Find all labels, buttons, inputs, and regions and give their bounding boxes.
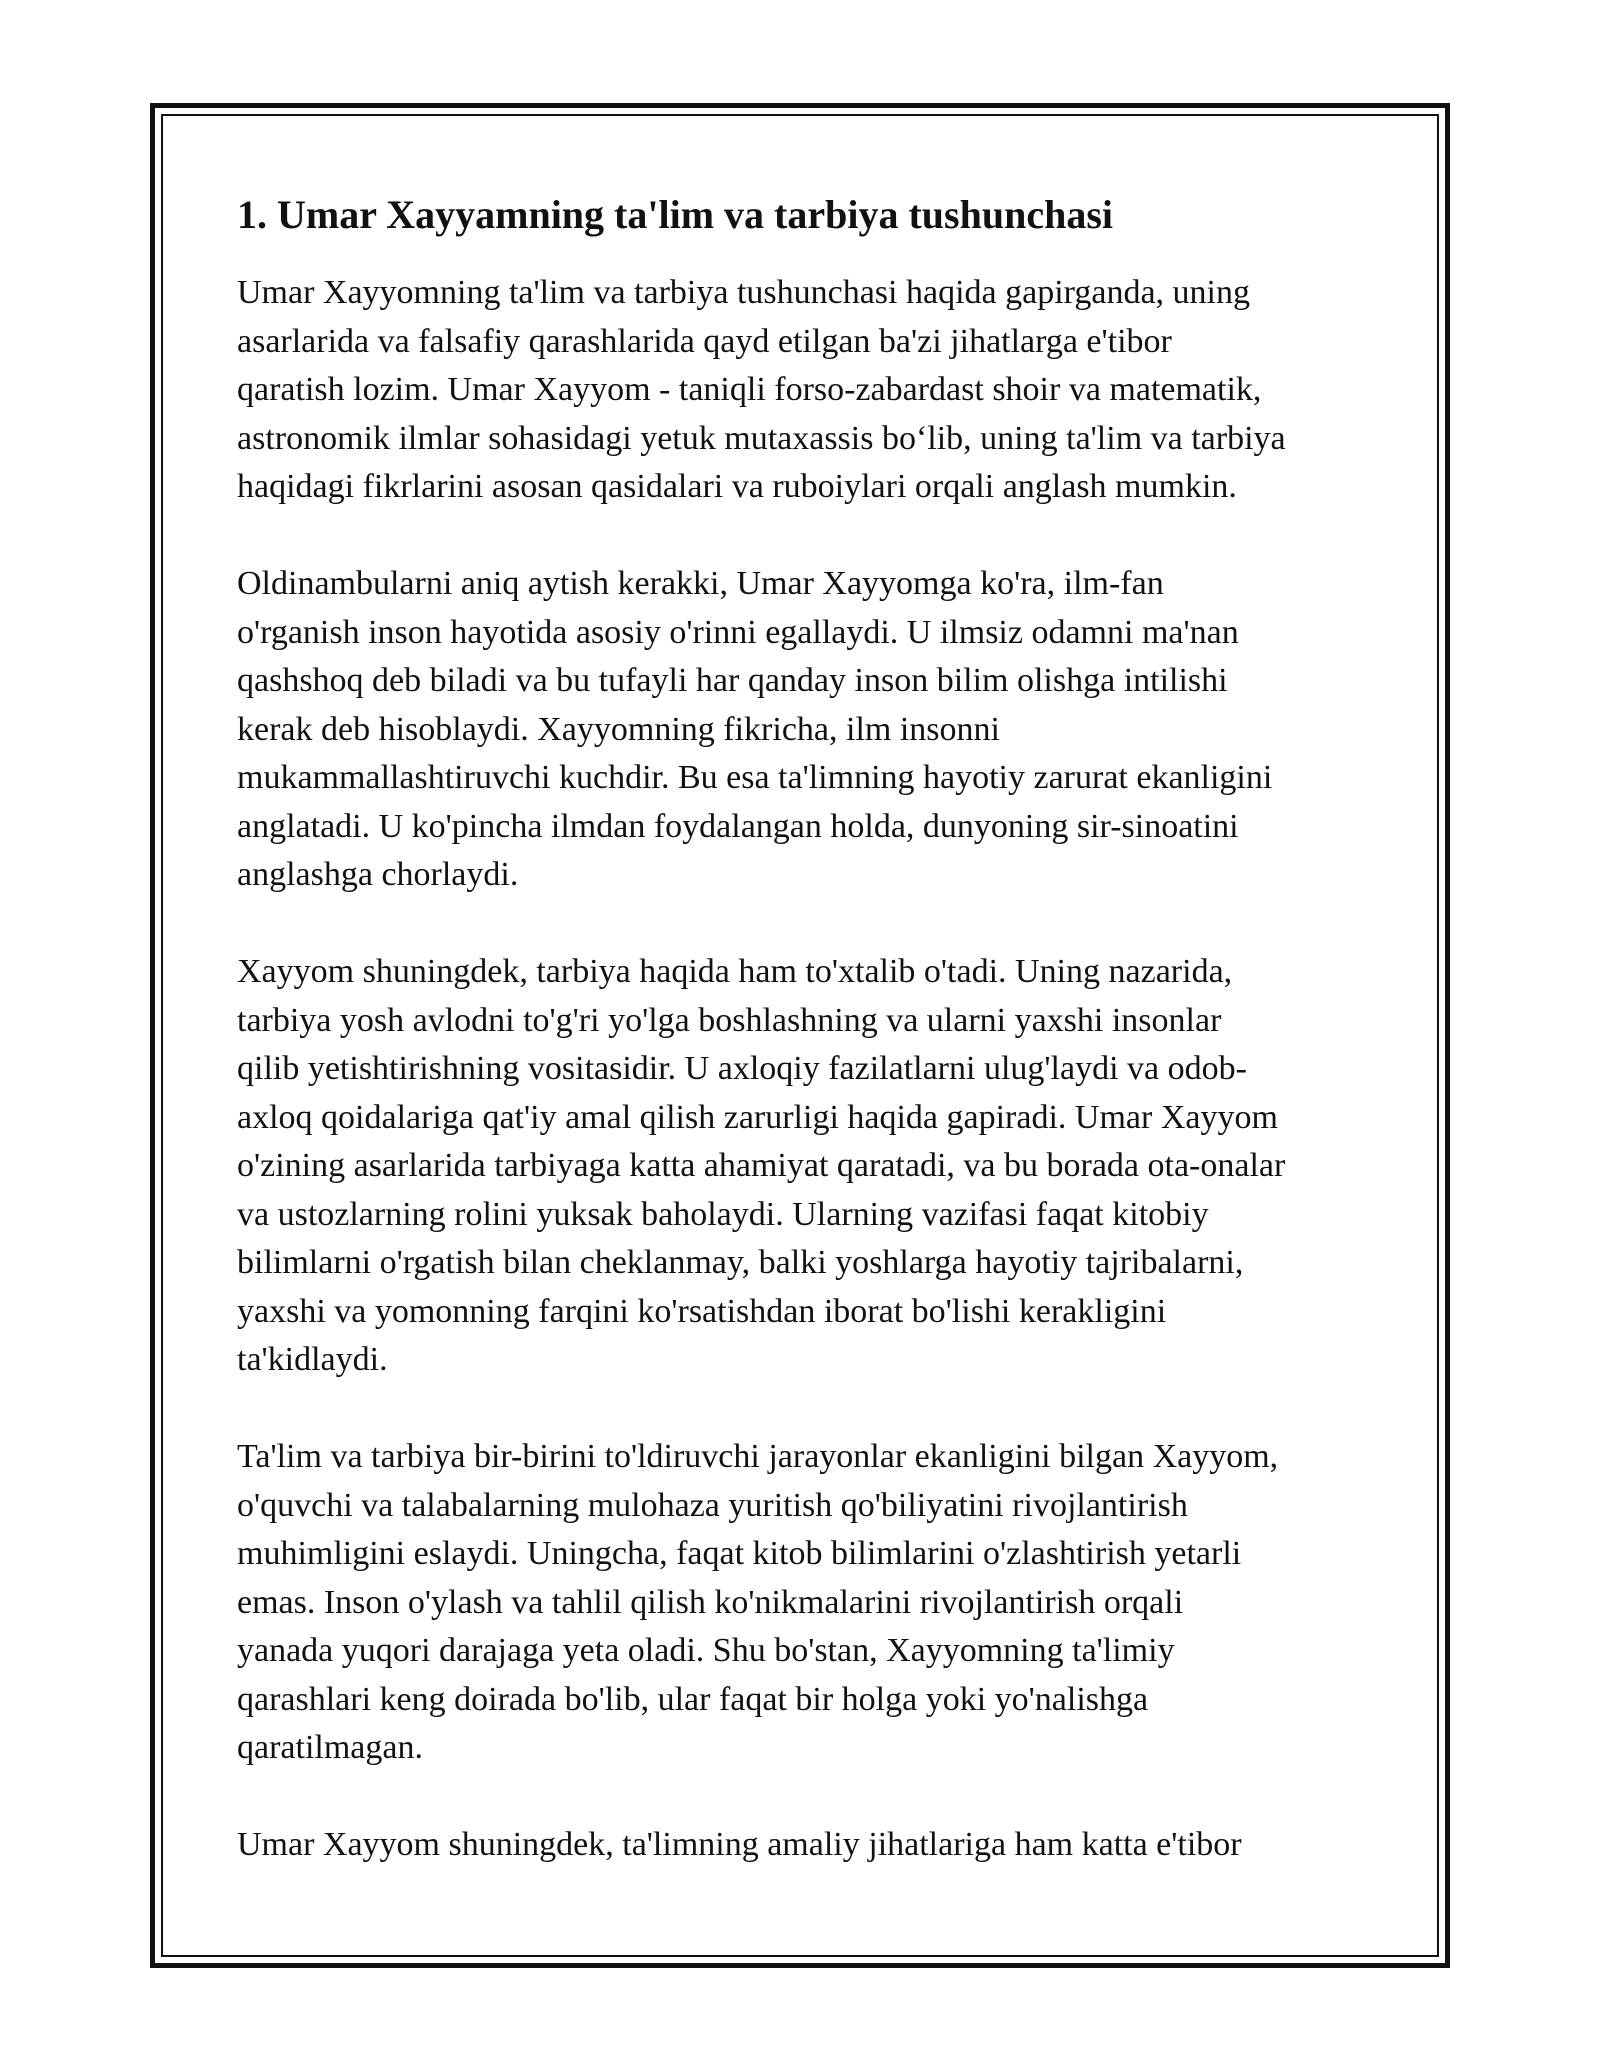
document-body	[237, 190, 1377, 1918]
paragraph-3: Xayyom shuningdek, tarbiya haqida ham to'xtalib o'tadi. Uning nazarida, tarbiya yosh avlodni to'g'ri yo'lga boshlashning va ularni yaxshi insonlar qilib yetishtirishning vositasidir. U axloqiy fazilatlarni ulug'laydi va odob- axloq qoidalariga qat'iy amal qilish zarurligi haqida gapiradi. Umar Xayyom o'zining asarlarida tarbiyaga katta ahamiyat qaratadi, va bu borada ota-onalar va ustozlarning rolini yuksak baholaydi. Ularning vazifasi faqat kitobiy bilimlarni o'rgatish bilan cheklanmay, balki yoshlarga hayotiy tajribalarni, yaxshi va yomonning farqini ko'rsatishdan iborat bo'lishi kerakligini ta'kidlaydi.	[237, 953, 1286, 1378]
paragraph-4: Ta'lim va tarbiya bir-birini to'ldiruvchi jarayonlar ekanligini bilgan Xayyom, o'quvchi va talabalarning mulohaza yuritish qo'biliyatini rivojlantirish muhimligini eslaydi. Uningcha, faqat kitob bilimlarini o'zlashtirish yetarli emas. Inson o'ylash va tahlil qilish ko'nikmalarini rivojlantirish orqali yanada yuqori darajaga yeta oladi. Shu bo'stan, Xayyomning ta'limiy qarashlari keng doirada bo'lib, ular faqat bir holga yoki yo'nalishga qaratilmagan.	[237, 1438, 1279, 1766]
section-heading: 1. Umar Xayyamning ta'lim va tarbiya tushunchasi	[237, 192, 1114, 237]
paragraph-1: Umar Xayyomning ta'lim va tarbiya tushunchasi haqida gapirganda, uning asarlarida va falsafiy qarashlarida qayd etilgan ba'zi jihatlarga e'tibor qaratish lozim. Umar Xayyom - taniqli forso-zabardast shoir va matematik, astronomik ilmlar sohasidagi yetuk mutaxassis bo‘lib, uning ta'lim va tarbiya haqidagi fikrlarini asosan qasidalari va ruboiylari orqali anglash mumkin.	[237, 274, 1286, 505]
paragraph-5: Umar Xayyom shuningdek, ta'limning amaliy jihatlariga ham katta e'tibor	[237, 1826, 1242, 1863]
paragraph-2: Oldinambularni aniq aytish kerakki, Umar Xayyomga ko'ra, ilm-fan o'rganish inson hayotida asosiy o'rinni egallaydi. U ilmsiz odamni ma'nan qashshoq deb biladi va bu tufayli har qanday inson bilim olishga intilishi kerak deb hisoblaydi. Xayyomning fikricha, ilm insonni mukammallashtiruvchi kuchdir. Bu esa ta'limning hayotiy zarurat ekanligini anglatadi. U ko'pincha ilmdan foydalangan holda, dunyoning sir-sinoatini anglashga chorlaydi.	[237, 565, 1273, 893]
